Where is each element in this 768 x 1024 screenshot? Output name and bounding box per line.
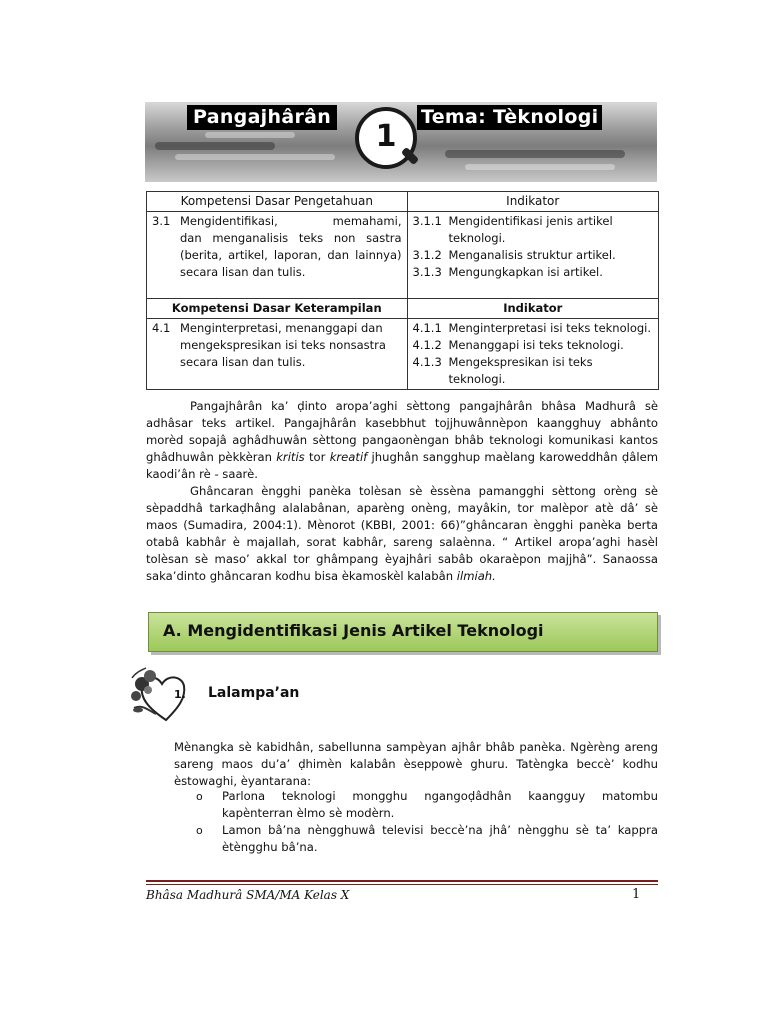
indicator-text: Menanggapi isi teks teknologi.	[448, 338, 624, 352]
banner-title-right: Tema: Tèknologi	[417, 105, 602, 130]
paragraph-text: Pangajhârân ka’ ḍinto aropa’aghi sèttong pangajhârân bhâsa Madhurâ sè adhâsar teks artikel. Pangajhârân kasebbhut tojjhuwânnèpon kaangghuy abhânto morèd sopajâ aghâdhuwân sèttong pangaonèngan bhâb teknologi komunikasi kantos ghâdhuwân pèkkèran	[146, 399, 658, 464]
indicator-text: Mengungkapkan isi artikel.	[448, 265, 603, 279]
step-number: 1.	[174, 688, 186, 701]
kd-line: dan menganalisis teks non sastra	[180, 231, 402, 245]
footer-book-title: Bhâsa Madhurâ SMA/MA Kelas X	[146, 888, 350, 902]
indicator-text: Menginterpretasi isi teks teknologi.	[448, 321, 652, 335]
italic-term: kritis	[276, 450, 305, 464]
kd-line: Mengidentifikasi, memahami,	[180, 214, 402, 228]
header-kd-skill: Kompetensi Dasar Keterampilan	[147, 299, 408, 319]
banner-texture	[155, 142, 275, 150]
indicator-text-cont: teknologi.	[448, 231, 506, 245]
indicator-number: 3.1.1	[412, 214, 442, 228]
indicator-number: 4.1.2	[412, 338, 442, 352]
paragraph-text: jhughân sangghup maèlang karoweddhân ḍâlem kaodi’ân rè - saarè.	[146, 450, 658, 481]
kd-knowledge-cell	[147, 212, 408, 299]
kd-number: 4.1	[152, 321, 171, 335]
banner-texture	[175, 154, 335, 160]
indicator-cell-2	[407, 319, 659, 390]
table-row	[147, 319, 659, 390]
section-title: A. Mengidentifikasi Jenis Artikel Teknologi	[163, 621, 544, 640]
header-indicator-2: Indikator	[407, 299, 659, 319]
banner-texture	[445, 150, 625, 158]
footer-rule	[146, 880, 658, 882]
header-indicator-1: Indikator	[407, 192, 659, 212]
page-number: 1	[632, 887, 641, 902]
bullet-marker: o	[196, 790, 203, 803]
banner-texture	[205, 132, 295, 138]
indicator-cell-1	[407, 212, 659, 299]
table-header-row	[147, 299, 659, 319]
chapter-number-badge: 1	[355, 107, 417, 169]
italic-term: kreatif	[329, 450, 368, 464]
indicator-text-cont: teknologi.	[448, 372, 506, 386]
kd-line: (berita, artikel, laporan, dan lainnya)	[180, 248, 402, 262]
kd-line: Menginterpretasi, menanggapi dan	[180, 321, 383, 335]
kd-line: secara lisan dan tulis.	[180, 265, 306, 279]
competency-table	[146, 191, 659, 390]
indicator-number: 4.1.3	[412, 355, 442, 369]
instruction-paragraph: Mènangka sè kabidhân, sabellunna sampèyan ajhâr bhâb panèka. Ngèrèng areng sareng maos du’a’ ḍhimèn kalabân èseppowè ghuru. Tatèngka beccè’ kodhu èstowaghi, èyantarana:	[174, 740, 658, 788]
indicator-text: Mengidentifikasi jenis artikel	[448, 214, 613, 228]
footer-rule	[146, 884, 658, 885]
kd-line: secara lisan dan tulis.	[180, 355, 306, 369]
kd-skill-cell	[147, 319, 408, 390]
definition-paragraph	[146, 483, 658, 585]
paragraph-text: Ghâncaran èngghi panèka tolèsan sè èssèna pamangghi sèttong orèng sè sèpaddhâ tarkaḍhâng alalabânan, aparèng onèng, mayâkin, tor malèpor atè dâ’ sè maos (Sumadira, 2004:1). Mènorot (KBBI, 2001: 66)”ghâncaran èngghi panèka berta otabâ kabhâr è majallah, sorat kabhâr, sareng salaènna. “ Artikel aropa’aghi hasèl tolèsan sè maso’ akkal tor ghâmpang èyajhâri sabâb okaraèpon majjhâ”. Sanaossa saka’dinto ghâncaran kodhu bisa èkamoskèl kalabân	[146, 484, 658, 583]
indicator-number: 4.1.1	[412, 321, 442, 335]
flower-heart-icon	[128, 664, 198, 726]
kd-line: mengekspresikan isi teks nonsastra	[180, 338, 386, 352]
section-heading-box	[148, 612, 658, 652]
paragraph-text: tor	[304, 450, 330, 464]
header-kd-knowledge: Kompetensi Dasar Pengetahuan	[147, 192, 408, 212]
bullet-text: Lamon bâ’na nèngghuwâ televisi beccè’na jhâ’ nèngghu sè ta’ kappra ètèngghu bâ’na.	[222, 823, 658, 854]
table-header-row	[147, 192, 659, 212]
intro-paragraph	[146, 398, 658, 483]
kd-number: 3.1	[152, 214, 171, 228]
indicator-number: 3.1.2	[412, 248, 442, 262]
step-title: Lalampa’an	[208, 685, 300, 701]
bullet-marker: o	[196, 824, 203, 837]
banner-texture	[465, 164, 615, 170]
bullet-text: Parlona teknologi mongghu ngangoḍâdhân kaangguy matombu kapènterran èlmo sè modèrn.	[222, 789, 658, 820]
indicator-text: Menganalisis struktur artikel.	[448, 248, 616, 262]
italic-term: ilmiah.	[456, 569, 496, 583]
indicator-text: Mengekspresikan isi teks	[448, 355, 593, 369]
indicator-number: 3.1.3	[412, 265, 442, 279]
table-row	[147, 212, 659, 299]
banner-title-left: Pangajhârân	[187, 105, 337, 130]
chapter-banner	[145, 102, 657, 182]
